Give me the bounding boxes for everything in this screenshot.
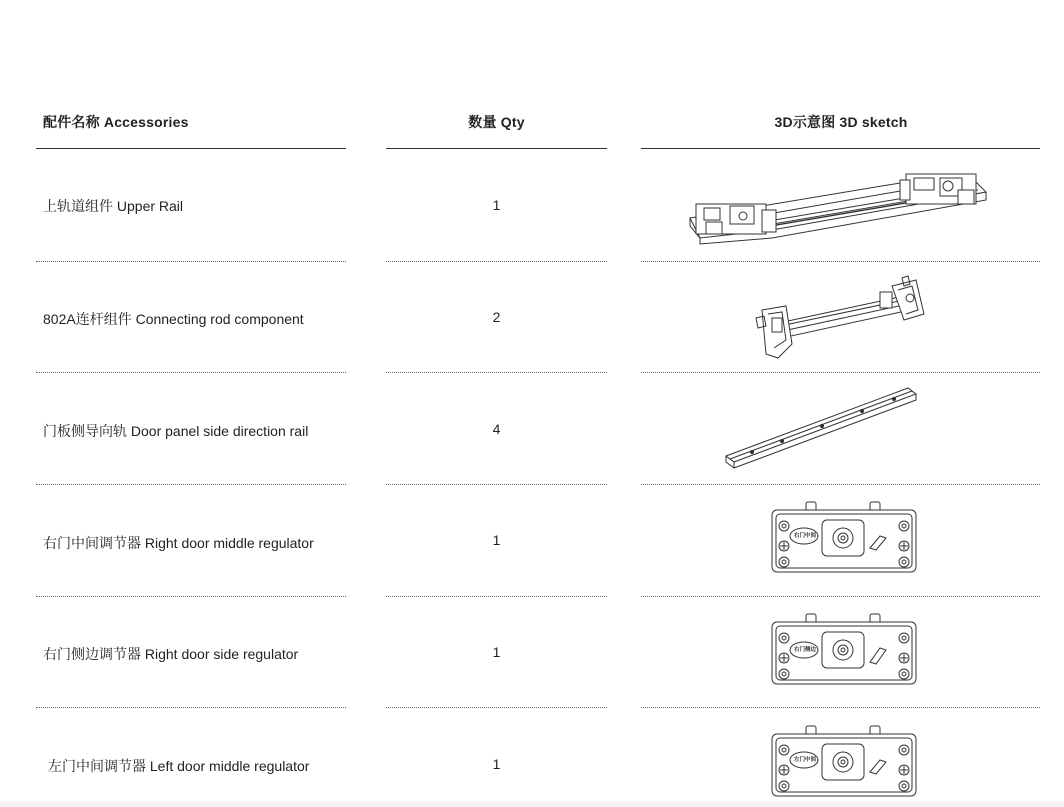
regulator-plate-label: 右门中间 <box>793 533 816 539</box>
header-3d-sketch: 3D示意图 3D sketch <box>774 114 908 130</box>
table-row-name: 左门中间调节器 Left door middle regulator <box>48 758 310 774</box>
row-divider <box>641 372 1040 373</box>
table-row-name: 右门中间调节器 Right door middle regulator <box>43 535 314 551</box>
regulator-plate-label: 左门中间 <box>793 757 816 763</box>
row-divider <box>36 372 346 373</box>
row-divider <box>36 596 346 597</box>
upper-rail-sketch <box>686 168 992 246</box>
table-row-qty: 1 <box>492 644 501 660</box>
row-divider <box>386 261 607 262</box>
table-row-qty: 1 <box>492 532 501 548</box>
table-row-qty: 2 <box>492 309 501 325</box>
connecting-rod-sketch <box>752 274 926 362</box>
row-divider <box>386 372 607 373</box>
row-divider <box>641 261 1040 262</box>
table-row-qty: 1 <box>492 756 501 772</box>
table-row-name: 右门侧边调节器 Right door side regulator <box>43 646 299 662</box>
regulator-plate-label: 右门侧边 <box>793 647 816 653</box>
table-row-name: 门板侧导向轨 Door panel side direction rail <box>43 423 309 439</box>
row-divider <box>641 707 1040 708</box>
header-divider-qty <box>386 148 607 149</box>
header-divider-sketch <box>641 148 1040 149</box>
side-rail-sketch <box>722 384 920 472</box>
row-divider <box>641 596 1040 597</box>
table-row-name: 802A连杆组件 Connecting rod component <box>43 311 304 327</box>
row-divider <box>386 596 607 597</box>
row-divider <box>36 707 346 708</box>
header-qty: 数量 Qty <box>468 114 525 130</box>
row-divider <box>36 484 346 485</box>
table-row-qty: 1 <box>492 197 501 213</box>
header-divider-name <box>36 148 346 149</box>
bottom-edge <box>0 802 1064 807</box>
table-row-qty: 4 <box>492 421 501 437</box>
row-divider <box>641 484 1040 485</box>
row-divider <box>36 261 346 262</box>
row-divider <box>386 484 607 485</box>
table-row-name: 上轨道组件 Upper Rail <box>43 198 184 214</box>
header-accessories: 配件名称 Accessories <box>43 114 189 130</box>
row-divider <box>386 707 607 708</box>
